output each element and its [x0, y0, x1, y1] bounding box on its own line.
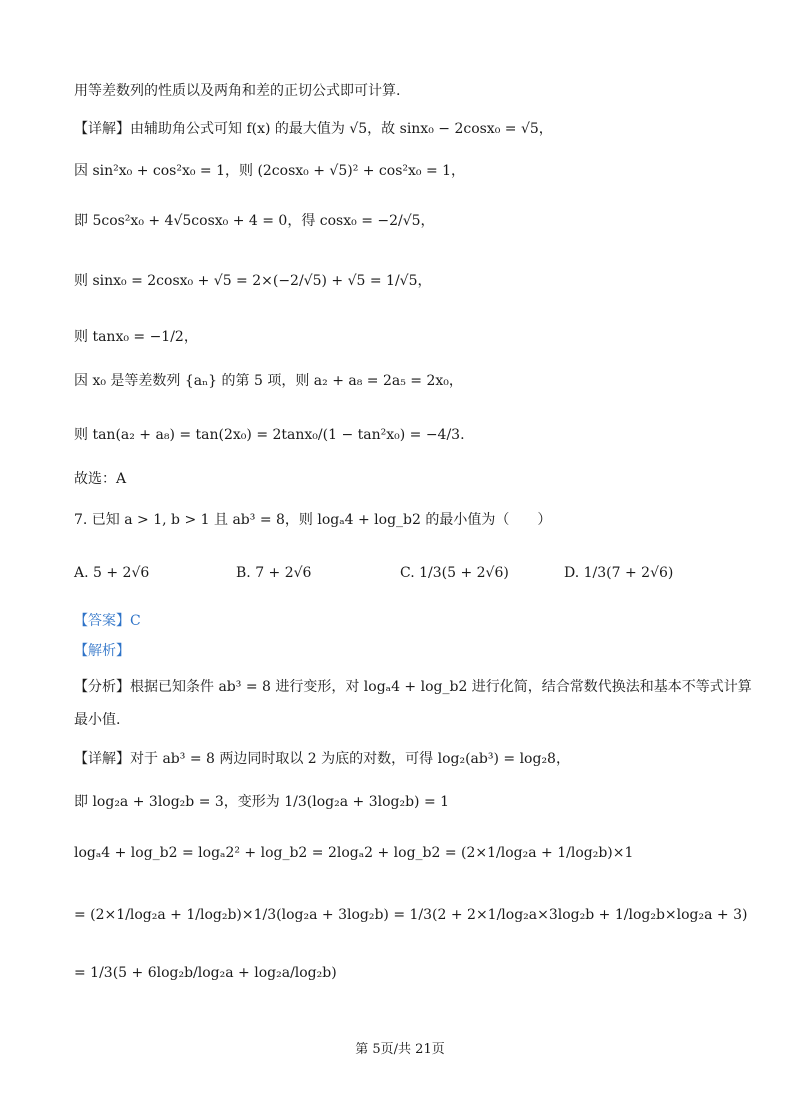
text-line-7: 因 x₀ 是等差数列 {aₙ} 的第 5 项，则 a₂ + a₈ = 2a₅ = 2x₀， — [74, 373, 463, 389]
text-line-analysis: 【分析】根据已知条件 ab³ = 8 进行变形，对 logₐ4 + log_b2 进行化简，结合常数代换法和基本不等式计算 — [74, 679, 752, 695]
text-line-4: 即 5cos²x₀ + 4√5cosx₀ + 4 = 0，得 cosx₀ = −2/√5， — [74, 213, 435, 229]
text-line-analysis-2: 最小值. — [74, 712, 121, 728]
option-a: A. 5 + 2√6 — [74, 565, 150, 581]
text-line-5: 则 sinx₀ = 2cosx₀ + √5 = 2×(−2/√5) + √5 = 1/√5， — [74, 273, 432, 289]
answer-label: 【答案】C — [74, 613, 141, 629]
equation-line-2: = (2×1/log₂a + 1/log₂b)×1/3(log₂a + 3log₂b) = 1/3(2 + 2×1/log₂a×3log₂b + 1/log₂b×log₂a + 3) — [74, 907, 748, 923]
analysis-label: 【解析】 — [74, 643, 130, 659]
equation-line-1: logₐ4 + log_b2 = logₐ2² + log_b2 = 2logₐ2 + log_b2 = (2×1/log₂a + 1/log₂b)×1 — [74, 845, 634, 861]
text-line-6: 则 tanx₀ = −1/2， — [74, 329, 198, 345]
question-7: 7. 已知 a > 1, b > 1 且 ab³ = 8，则 logₐ4 + log_b2 的最小值为（ ） — [74, 512, 552, 528]
option-d: D. 1/3(7 + 2√6) — [564, 565, 674, 581]
text-line-detail: 【详解】对于 ab³ = 8 两边同时取以 2 为底的对数，可得 log₂(ab³) = log₂8， — [74, 751, 570, 767]
text-line-2: 【详解】由辅助角公式可知 f(x) 的最大值为 √5，故 sinx₀ − 2cosx₀ = √5， — [74, 121, 553, 137]
text-line-1: 用等差数列的性质以及两角和差的正切公式即可计算. — [74, 83, 401, 99]
page-footer: 第 5页/共 21页 — [355, 1042, 445, 1057]
text-line-3: 因 sin²x₀ + cos²x₀ = 1，则 (2cosx₀ + √5)² + cos²x₀ = 1， — [74, 163, 466, 179]
option-c: C. 1/3(5 + 2√6) — [400, 565, 509, 581]
text-line-8: 则 tan(a₂ + a₈) = tan(2x₀) = 2tanx₀/(1 − tan²x₀) = −4/3. — [74, 427, 465, 443]
option-b: B. 7 + 2√6 — [236, 565, 312, 581]
equation-line-3: = 1/3(5 + 6log₂b/log₂a + log₂a/log₂b) — [74, 965, 337, 981]
text-line-detail-2: 即 log₂a + 3log₂b = 3，变形为 1/3(log₂a + 3log₂b) = 1 — [74, 794, 450, 810]
text-line-9: 故选：A — [74, 471, 127, 487]
